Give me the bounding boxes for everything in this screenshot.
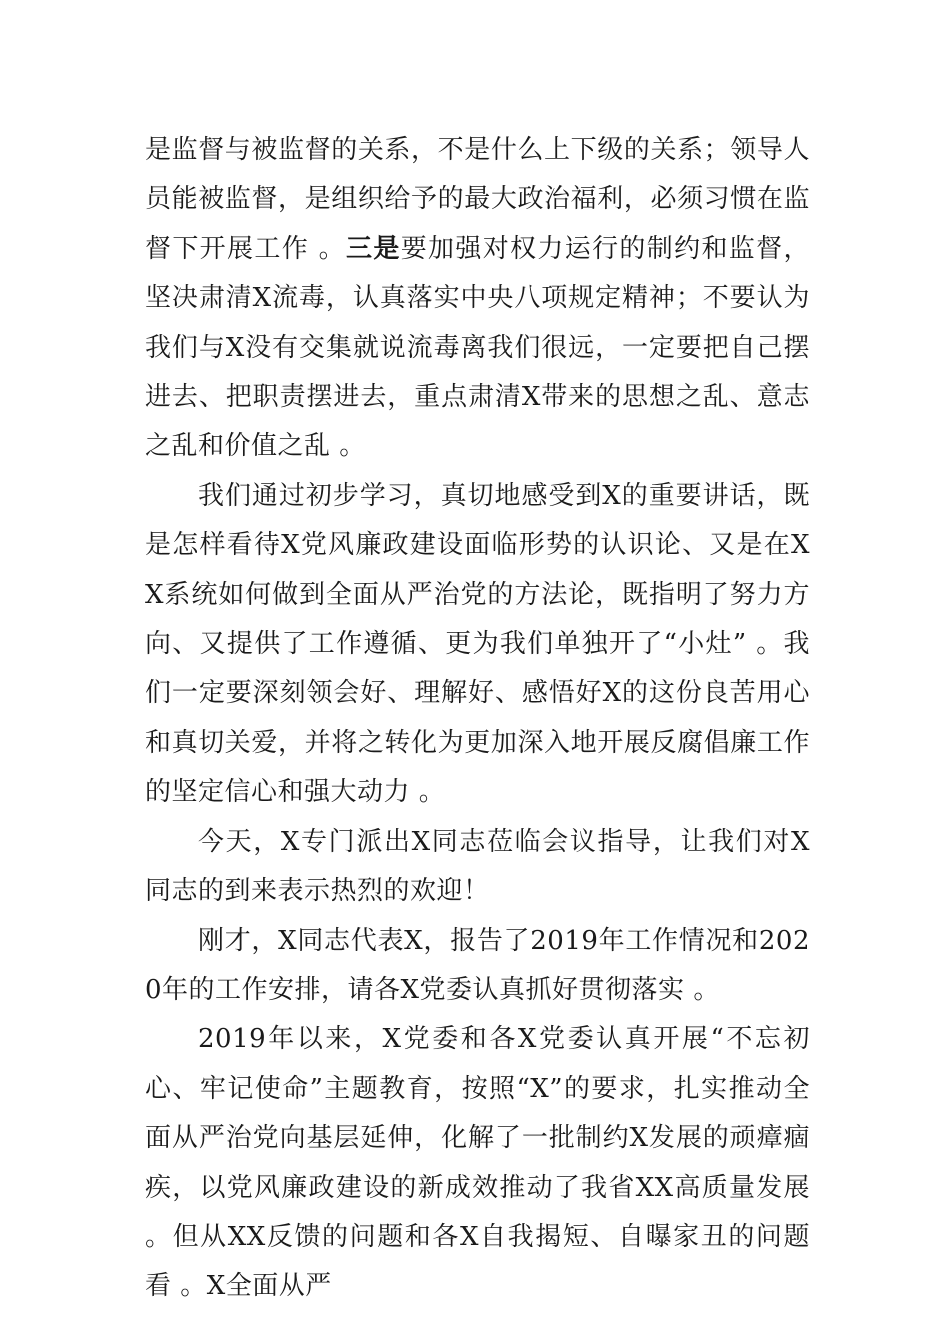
- paragraph-2-text: 我们通过初步学习，真切地感受到X的重要讲话，既是怎样看待X党风廉政建设面临形势的认识论、又是在XX系统如何做到全面从严治党的方法论，既指明了努力方向、又提供了工作遵循、更为我们单独开了“小灶” 。我们一定要深刻领会好、理解好、感悟好X的这份良苦用心和真切关爱，并将之转化为更加深入地开展反腐倡廉工作的坚定信心和强大动力 。: [145, 480, 810, 808]
- paragraph-4: [145, 917, 810, 1016]
- paragraph-3-text: 今天，X专门派出X同志莅临会议指导，让我们对X同志的到来表示热烈的欢迎！: [145, 826, 810, 907]
- paragraph-1-segment-3: 要加强对权力运行的制约和监督，坚决肃清X流毒，认真落实中央八项规定精神；不要认为我们与X没有交集就说流毒离我们很远，一定要把自己摆进去、把职责摆进去，重点肃清X带来的思想之乱、意志之乱和价值之乱 。: [145, 233, 810, 462]
- paragraph-1-bold-lead: 三是: [346, 233, 401, 264]
- paragraph-1: [145, 126, 810, 472]
- paragraph-5: [145, 1015, 810, 1311]
- document-body: [145, 126, 810, 1312]
- paragraph-5-text: 2019年以来，X党委和各X党委认真开展“不忘初心、牢记使命”主题教育，按照“X”的要求，扎实推动全面从严治党向基层延伸，化解了一批制约X发展的顽瘴痼疾，以党风廉政建设的新成效推动了我省XX高质量发展 。但从XX反馈的问题和各X自我揭短、自曝家丑的问题看 。X全面从严: [145, 1024, 810, 1302]
- paragraph-2: [145, 472, 810, 818]
- paragraph-1-segment-1: 是监督与被监督的关系，不是什么上下级的关系；领导人员能被监督，是组织给予的最大政治福利，必须习惯在监督下开展工作 。: [145, 135, 810, 264]
- paragraph-4-text: 刚才，X同志代表X，报告了2019年工作情况和2020年的工作安排，请各X党委认真抓好贯彻落实 。: [145, 925, 810, 1005]
- paragraph-3: [145, 818, 810, 917]
